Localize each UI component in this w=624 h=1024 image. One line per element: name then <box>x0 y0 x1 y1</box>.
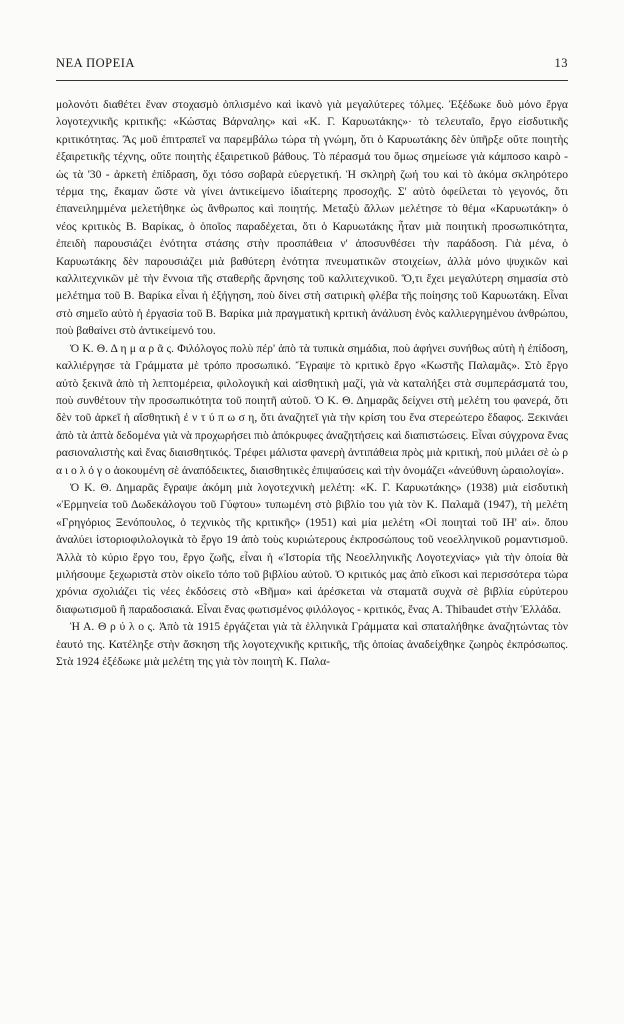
running-header <box>56 56 568 71</box>
paragraph: Ὁ Κ. Θ. Δημαρᾶς ἔγραψε ἀκόμη μιὰ λογοτεχνικὴ μελέτη: «Κ. Γ. Καρυωτάκης» (1938) μιὰ εἰσδυτικὴ «Ἑρμηνεία τοῦ Δωδεκάλογου τοῦ Γύφτου» τυπωμένη στὸ βιβλίο του γιὰ τὸν Κ. Παλαμᾶ (1947), τὴ μελέτη «Γρηγόριος Ξενόπουλος, ὁ τεχνικὸς τῆς κριτικῆς» (1951) καὶ μία μελέτη «Οἱ ποιηταὶ τοῦ ΙΗ' αἰ». ὅπου ἀναλύει ἱστοριοφιλολογικὰ τὸ ἔργο 19 ἀπὸ τοὺς κυριώτερους ἐκπροσώπους τοῦ νεοελληνικοῦ ρομαντισμοῦ. Ἀλλὰ τὸ κύριο ἔργο του, ἔργο ζωῆς, εἶναι ἡ «Ἱστορία τῆς Νεοελληνικῆς Λογοτεχνίας» γιὰ τὴν ὁποία θὰ μιλήσουμε ξεχωριστὰ στὸν οἰκεῖο τόπο τοῦ βιβλίου αὐτοῦ. Ὁ κριτικός μας ἀπὸ εἴκοσι καὶ περισσότερα τώρα χρόνια σχολιάζει τὶς νέες ἐκδόσεις στὸ «Βῆμα» καὶ ἀρέσκεται νὰ σταματᾶ συχνὰ σὲ βιβλία εὐρύτερου διαφωτισμοῦ ἢ παραδοσιακά. Εἶναι ἕνας φωτισμένος φιλόλογος - κριτικός, ἕνας A. Thibaudet στὴν Ἑλλάδα. <box>56 480 568 616</box>
paragraph: Ἡ Α. Θ ρ ύ λ ο ς. Ἀπὸ τὰ 1915 ἐργάζεται γιὰ τὰ ἑλληνικὰ Γράμματα καὶ σπαταλήθηκε ἀναζητώντας τὸν ἑαυτό της. Κατέληξε στὴν ἄσκηση τῆς λογοτεχνικῆς κριτικῆς, τῆς ὁποίας ἀναδείχθηκε ζωηρὸς ἐκπρόσωπος. Στὰ 1924 ἐξέδωκε μιὰ μελέτη της γιὰ τὸν ποιητὴ Κ. Παλα- <box>56 620 568 668</box>
page-number: 13 <box>554 56 568 70</box>
paragraph: Ὁ Κ. Θ. Δ η μ α ρ ᾶ ς. Φιλόλογος πολὺ πέρ' ἀπὸ τὰ τυπικὰ σημάδια, ποὺ ἀφήνει συνήθως αὐτὴ ἡ ἐπίδοση, καλλιέργησε τὰ Γράμματα μὲ τρόπο προσωπικό. Ἔγραψε τὸ κριτικὸ ἔργο «Κωστῆς Παλαμᾶς». Στὸ ἔργο αὐτὸ ξεκινᾶ ἀπὸ τὴ λεπτομέρεια, φιλολογικὴ καὶ αἰσθητικὴ μαζί, γιὰ νὰ καταλήξει στὰ συμπεράσματά του, ποὺ συνθέτουν τὴν προσωπικότητα τοῦ ποιητῆ αὐτοῦ. Ὁ Κ. Θ. Δημαρᾶς δείχνει στὴ μελέτη του φανερά, ὅτι δὲν τοῦ ἀρκεῖ ἡ αἴσθητικὴ ἐ ν τ ύ π ω σ η, ὅτι ἀναζητεῖ γιὰ τὴν κρίση του ἕνα στερεώτερο ἔδαφος. Ξεκινάει ἀπὸ τὰ ἀπτὰ δεδομένα γιὰ νὰ προχωρήσει πιὸ ἀπόκρυφες ἀναζητήσεις καὶ διαπιστώσεις. Εἶναι σύγχρονα ἕνας ρασιοναλιστὴς καὶ ἕνας διαισθητικός. Τρέφει μάλιστα φανερὴ ἀντιπάθεια πρὸς μιὰ κριτική, ποὺ μιλάει σὲ ὡ ρ α ι ο λ ό γ ο ἀοκουμένη σὲ ἀναπόδεικτες, διαισθητικὲς ἐπιψαύσεις καὶ τὴν ὀνομάζει «ἀνεύθυνη ὡραιολογία». <box>56 341 568 477</box>
paragraph: μολονότι διαθέτει ἕναν στοχασμὸ ὁπλισμένο καὶ ἱκανὸ γιὰ μεγαλύτερες τόλμες. Ἐξέδωκε δυὸ μόνο ἔργα λογοτεχνικῆς κριτικῆς: «Κώστας Βάρναλης» καὶ «Κ. Γ. Καρυωτάκης»· τὸ τελευταῖο, ἔργο εἰσδυτικῆς κριτικότητας. Ἂς μοῦ ἐπιτραπεῖ να παρεμβάλω τώρα τὴ γνώμη, ὅτι ὁ Καρυωτάκης δὲν ὑπῆρξε οὔτε ποιητὴς ἐξαιρετικῆς τέχνης, οὔτε ποιητὴς ἐξαιρετικοῦ βάθους. Τὸ πέρασμά του ὅμως σημείωσε γιὰ κάμποσο καιρὸ - ὡς τὰ '30 - ἀρκετὴ ἐπίδραση, ὄχι τόσο σοβαρὰ εὐεργετική. Ἡ σκληρὴ ζωή του καὶ τὸ ἀκόμα σκληρότερο τέρμα της, ἔκαμαν ὥστε νὰ γίνει ἀντικείμενο ἰδιαίτερης προσοχῆς. Σ' αὐτὸ ὀφείλεται τὸ γεγονός, ὅτι ἐπανειλημμένα μελετήθηκε ὡς ἄνθρωπος καὶ ποιητής. Μεταξὺ ἄλλων μελέτησε τὸ θέμα «Καρυωτάκη» ὁ νέος κριτικὸς Β. Βαρίκας, ὁ ὁποῖος παραδέχεται, ὅτι ὁ Καρυωτάκης ἦταν μιὰ ποιητικὴ προσωπικότητα, ἐπειδὴ παρουσιάζει ἑνότητα στάσης στὴν προσπάθεια ν' ἀποσυνθέσει τὴν παράδοση. Γιὰ μένα, ὁ Καρυωτάκης δὲν παρουσιάζει μιὰ βαθύτερη ἑνότητα πνευματικῶν στοιχείων, ἀλλὰ μόνο ψυχικῶν καὶ καλλιτεχνικῶν μὲ τὴν ἔννοια τῆς σταθερῆς ἄρνησης τοῦ καλλιτεχνικοῦ. Ὅ,τι ἔχει μεγαλύτερη σημασία στὸ μελέτημα τοῦ Β. Βαρίκα εἶναι ἡ ἐξήγηση, ποὺ δίνει στὴ σατιρικὴ φλέβα τῆς ποίησης τοῦ Καρυωτάκη. Εἶναι στὸ σημεῖο αὐτὸ ἡ ἐργασία τοῦ Β. Βαρίκα μιὰ πραγματικὴ κριτικὴ ἀνάλυση ἑνὸς καλλιεργημένου ἀνθρώπου, ποὺ βαθαίνει στὸ ἀντικείμενό του. <box>56 98 568 338</box>
body-text <box>56 96 568 670</box>
header-rule <box>56 80 568 81</box>
journal-title: ΝΕΑ ΠΟΡΕΙΑ <box>56 56 135 70</box>
